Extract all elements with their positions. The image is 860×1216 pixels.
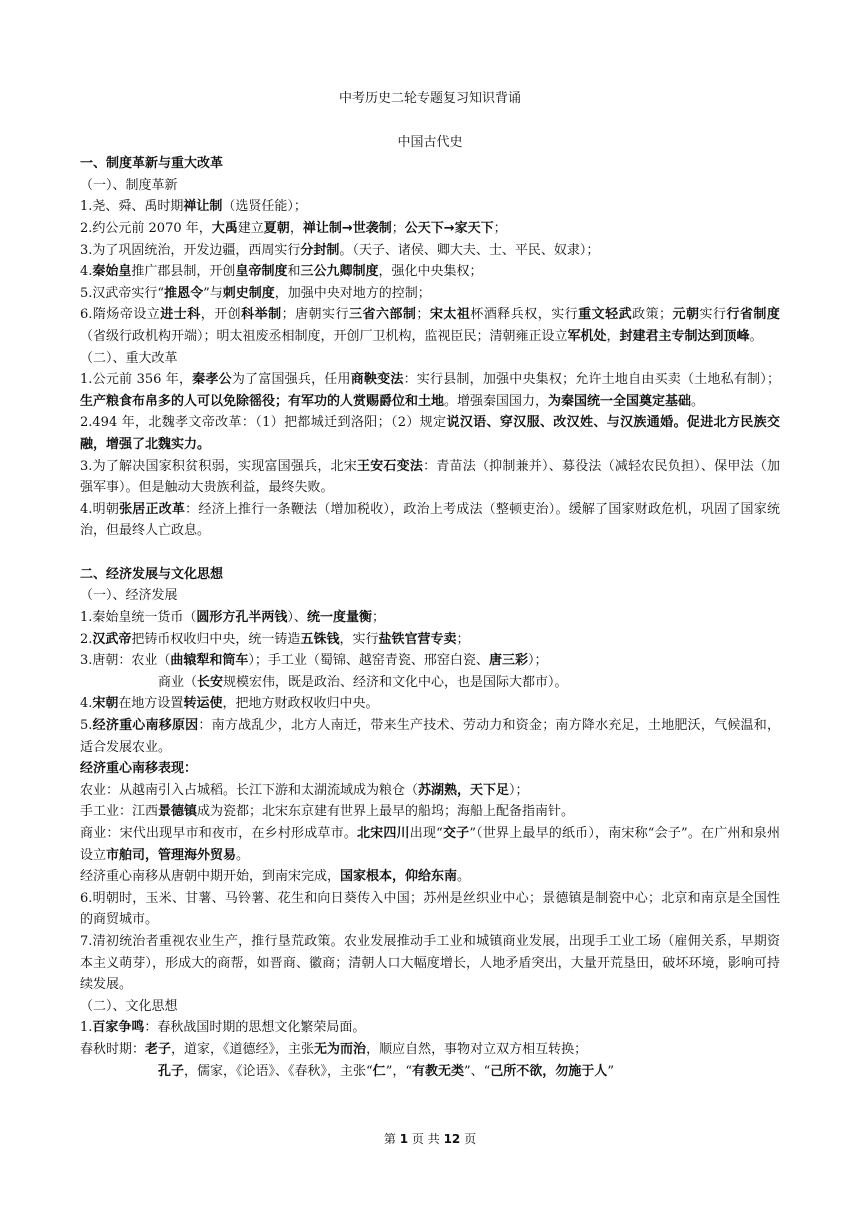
paragraph: 1.公元前 356 年，秦孝公为了富国强兵，任用商鞅变法：实行县制，加强中央集权；允许土地自由买卖（土地私有制）；生产粮食布帛多的人可以免除徭役；有军功的人赏赐爵位和土地。增强秦国国力，为秦国统一全国奠定基础。: [80, 372, 780, 409]
subsection-heading: （二）、重大改革: [80, 350, 178, 366]
paragraph: 经济重心南移表现：: [80, 761, 198, 777]
paragraph: 经济重心南移从唐朝中期开始，到南宋完成，国家根本，仰给东南。: [80, 869, 471, 885]
paragraph: 4.明朝张居正改革：经济上推行一条鞭法（增加税收），政治上考成法（整顿吏治）。缓解了国家财政危机，巩固了国家统治，但最终人亡政息。: [80, 501, 780, 539]
paragraph: 商业（长安规模宏伟，既是政治、经济和文化中心，也是国际大都市）。: [158, 674, 568, 690]
paragraph: 1.秦始皇统一货币（圆形方孔半两钱）、统一度量衡；: [80, 610, 385, 626]
paragraph: 2.约公元前 2070 年，大禹建立夏朝，禅让制→世袭制；公天下→家天下；: [80, 220, 507, 236]
section-heading: 二、经济发展与文化思想: [80, 566, 224, 582]
paragraph: 农业：从越南引入占城稻。长江下游和太湖流域成为粮仓（苏湖熟，天下足）；: [80, 782, 529, 798]
spacer: [80, 542, 780, 564]
paragraph: 2.494 年，北魏孝文帝改革：（1）把都城迁到洛阳；（2）规定说汉语、穿汉服、改汉姓、与汉族通婚。促进北方民族交融，增强了北魏实力。: [80, 415, 780, 452]
paragraph: 3.唐朝：农业（曲辕犁和筒车）；手工业（蜀锦、越窑青瓷、邢窑白瓷、唐三彩）；: [80, 653, 548, 669]
paragraph: 1.百家争鸣：春秋战国时期的思想文化繁荣局面。: [80, 1020, 366, 1036]
subsection-heading: （二）、文化思想: [80, 998, 178, 1014]
paragraph: 6.明朝时，玉米、甘薯、马铃薯、花生和向日葵传入中国；苏州是丝织业中心；景德镇是制瓷中心；北京和南京是全国性的商贸城市。: [80, 890, 780, 928]
paragraph: 6.隋炀帝设立进士科，开创科举制；唐朝实行三省六部制；宋太祖杯酒释兵权，实行重文轻武政策；元朝实行行省制度（省级行政机构开端）；明太祖废丞相制度，开创厂卫机构，监视臣民；清朝雍正设立军机处，封建君主专制达到顶峰。: [80, 307, 780, 344]
subsection-heading: （一）、经济发展: [80, 588, 178, 604]
paragraph: 1.尧、舜、禹时期禅让制（选贤任能）；: [80, 199, 307, 215]
subsection-heading: （一）、制度革新: [80, 177, 178, 193]
paragraph: 5.汉武帝实行“推恩令”与刺史制度，加强中央对地方的控制；: [80, 285, 431, 301]
paragraph: 3.为了解决国家积贫积弱，实现富国强兵，北宋王安石变法：青苗法（抑制兼并）、募役法（减轻农民负担）、保甲法（加强军事）。但是触动大贵族利益，最终失败。: [80, 458, 780, 496]
paragraph: 4.秦始皇推广郡县制，开创皇帝制度和三公九卿制度，强化中央集权；: [80, 264, 483, 280]
document-subtitle: 中国古代史: [397, 134, 463, 150]
paragraph: 孔子，儒家，《论语》、《春秋》，主张“仁”，“有教无类”、“己所不欲，勿施于人”: [158, 1063, 614, 1079]
paragraph: 手工业：江西景德镇成为瓷都；北宋东京建有世界上最早的船坞；海船上配备指南针。: [80, 804, 575, 820]
page-footer: 第 1 页 共 12 页: [383, 1132, 477, 1146]
paragraph: 3.为了巩固统治，开发边疆，西周实行分封制。（天子、诸侯、卿大夫、士、平民、奴隶）；: [80, 242, 600, 258]
document-page: [80, 88, 780, 1082]
section-heading: 一、制度革新与重大改革: [80, 156, 224, 172]
paragraph: 商业：宋代出现早市和夜市，在乡村形成草市。北宋四川出现“交子”（世界上最早的纸币），南宋称“会子”。在广州和泉州设立市舶司，管理海外贸易。: [80, 826, 780, 863]
paragraph: 2.汉武帝把铸币权收归中央，统一铸造五铢钱，实行盐铁官营专卖；: [80, 631, 470, 647]
document-title: 中考历史二轮专题复习知识背诵: [338, 91, 521, 106]
paragraph: 4.宋朝在地方设置转运使，把地方财政权收归中央。: [80, 696, 379, 712]
paragraph: 5.经济重心南移原因：南方战乱少，北方人南迁，带来生产技术、劳动力和资金；南方降水充足，土地肥沃，气候温和，适合发展农业。: [80, 718, 780, 755]
paragraph: 春秋时期：老子，道家，《道德经》，主张无为而治，顺应自然，事物对立双方相互转换；: [80, 1041, 588, 1057]
paragraph: 7.清初统治者重视农业生产，推行垦荒政策。农业发展推动手工业和城镇商业发展，出现手工业工场（雇佣关系，早期资本主义萌芽），形成大的商帮，如晋商、徽商；清朝人口大幅度增长，人地矛盾突出，大量开荒垦田，破坏环境，影响可持续发展。: [80, 933, 780, 993]
